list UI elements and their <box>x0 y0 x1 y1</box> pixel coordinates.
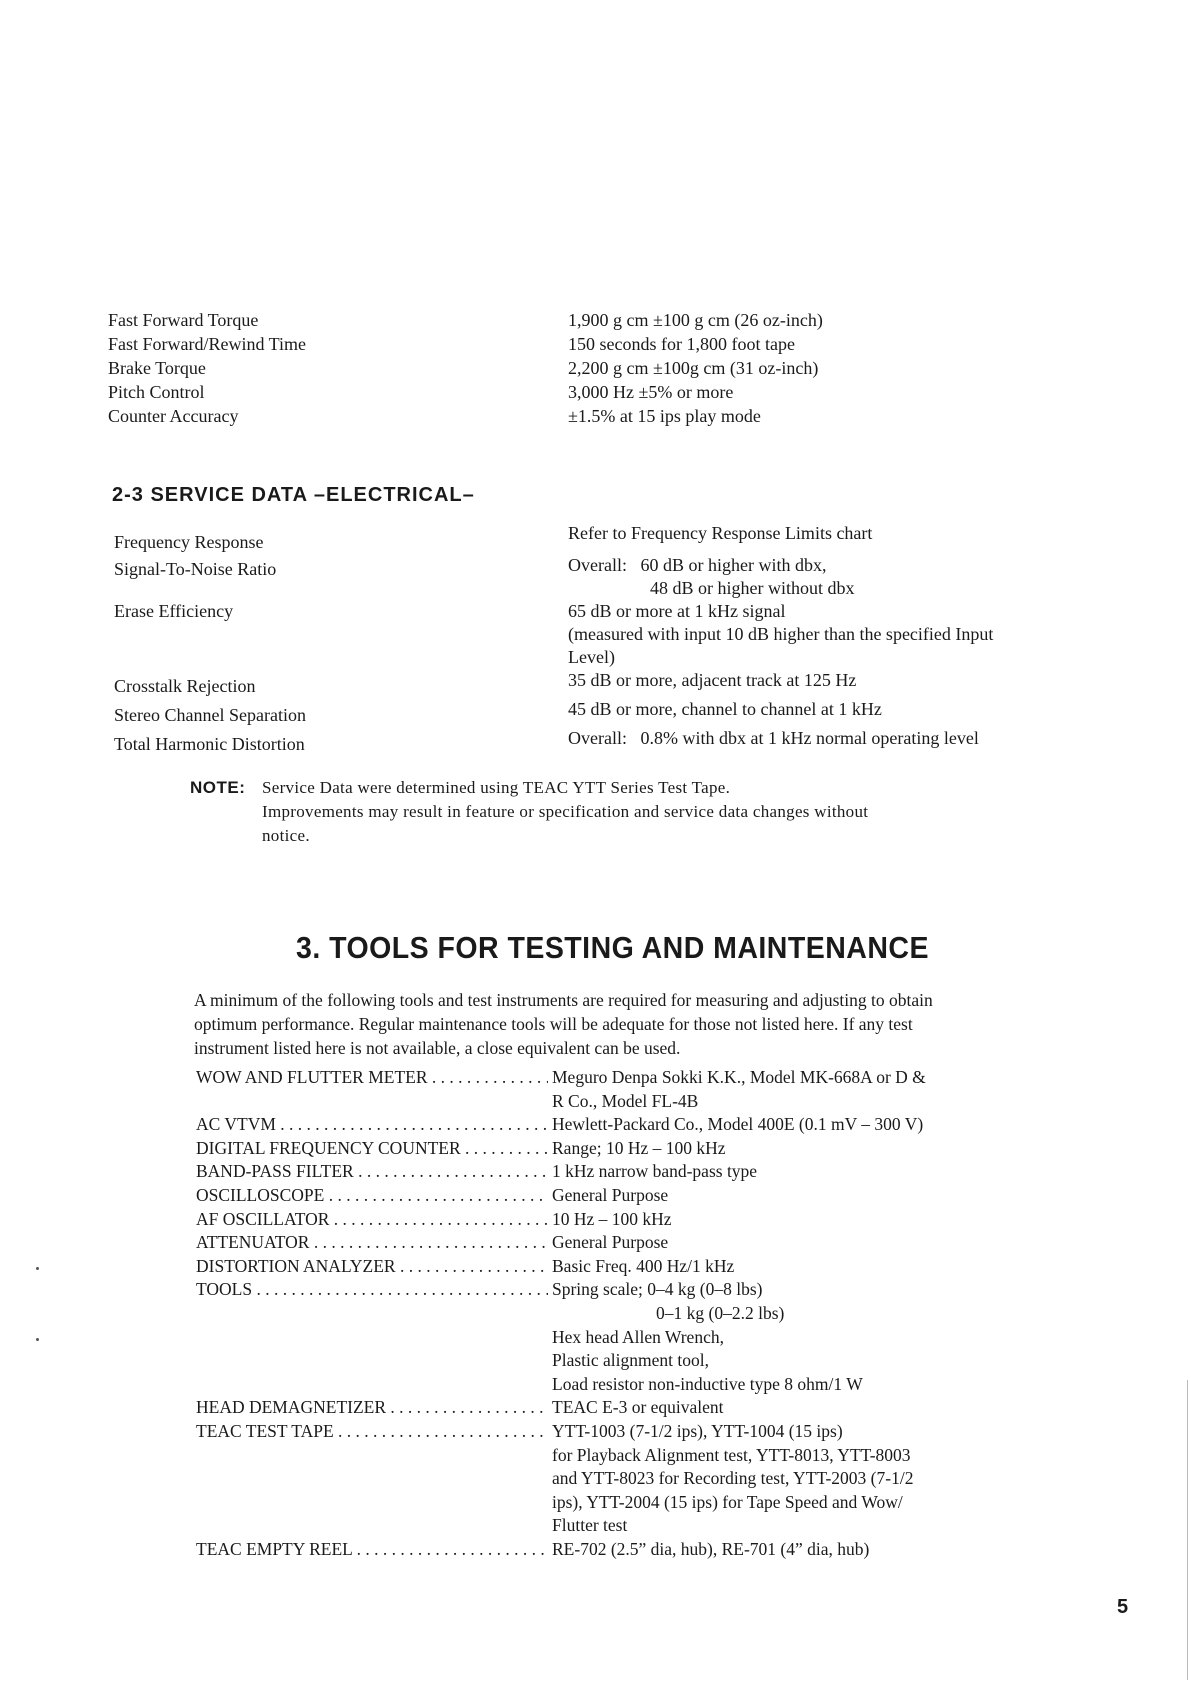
spec-value: ±1.5% at 15 ips play mode <box>568 406 761 426</box>
tool-name: AF OSCILLATOR . . . <box>196 1208 548 1232</box>
mechanical-specs-table <box>108 308 1068 428</box>
spec-value: 150 seconds for 1,800 foot tape <box>568 334 795 354</box>
tool-description <box>548 1208 996 1232</box>
spec-value-line: 48 dB or higher without dbx <box>650 578 855 598</box>
electrical-specs-table <box>114 522 1074 756</box>
tool-description-line: Range; 10 Hz – 100 kHz <box>552 1137 726 1158</box>
spec-value: 3,000 Hz ±5% or more <box>568 382 734 402</box>
tool-description <box>548 1231 996 1255</box>
spec-label: Frequency Response <box>114 532 264 552</box>
spec-label: Total Harmonic Distortion <box>114 734 305 754</box>
tool-description <box>548 1160 996 1184</box>
tool-description <box>548 1184 996 1208</box>
tool-description-line: General Purpose <box>552 1232 669 1253</box>
spec-value-line: Overall: 60 dB or higher with dbx, <box>568 555 827 575</box>
note-line: notice. <box>262 826 310 845</box>
spec-label: Stereo Channel Separation <box>114 705 306 725</box>
tool-name: AC VTVM . . . <box>196 1113 548 1137</box>
spec-row <box>108 332 1068 356</box>
tool-description-line: Spring scale; 0–4 kg (0–8 lbs) <box>552 1279 763 1300</box>
spec-value-line: (measured with input 10 dB higher than the specified Input <box>568 624 994 644</box>
note-line: Service Data were determined using TEAC YTT Series Test Tape. <box>262 778 731 797</box>
spec-value <box>568 554 1074 600</box>
tool-description-line: Plastic alignment tool, <box>552 1350 709 1371</box>
tool-description-line: Hex head Allen Wrench, <box>552 1326 724 1347</box>
scan-speck <box>36 1267 39 1270</box>
tool-name: TEAC TEST TAPE . . . <box>196 1420 548 1538</box>
tool-description-line: 10 Hz – 100 kHz <box>552 1208 672 1229</box>
tool-description <box>548 1066 996 1113</box>
tool-row <box>196 1255 996 1279</box>
spec-row <box>108 356 1068 380</box>
tool-description-line: TEAC E-3 or equivalent <box>552 1397 724 1418</box>
section-2-3-heading: 2-3 SERVICE DATA –ELECTRICAL– <box>112 484 475 506</box>
spec-value: 35 dB or more, adjacent track at 125 Hz <box>568 670 857 690</box>
tool-row <box>196 1278 996 1396</box>
tool-description-line: Flutter test <box>552 1515 628 1536</box>
tool-description-line: Load resistor non-inductive type 8 ohm/1 W <box>552 1373 863 1394</box>
spec-label: Pitch Control <box>108 382 205 402</box>
tool-row <box>196 1420 996 1538</box>
spec-label: Crosstalk Rejection <box>114 676 256 696</box>
tool-description-line: for Playback Alignment test, YTT-8013, YTT-8003 <box>552 1444 911 1465</box>
spec-row <box>108 308 1068 332</box>
spec-row <box>114 600 1074 669</box>
note-line: Improvements may result in feature or specification and service data changes without <box>262 802 869 821</box>
tool-name: TEAC EMPTY REEL . . . <box>196 1538 548 1562</box>
tool-name: TOOLS . . . <box>196 1278 548 1396</box>
tool-name: DIGITAL FREQUENCY COUNTER . . . <box>196 1137 548 1161</box>
note-text <box>262 776 990 848</box>
tool-row <box>196 1113 996 1137</box>
spec-row <box>114 669 1074 698</box>
scan-edge-line <box>1187 1380 1188 1680</box>
spec-value-line: Level) <box>568 647 615 667</box>
spec-label: Fast Forward Torque <box>108 310 259 330</box>
spec-value-line: 65 dB or more at 1 kHz signal <box>568 601 786 621</box>
tool-row <box>196 1538 996 1562</box>
tool-description-line: Basic Freq. 400 Hz/1 kHz <box>552 1255 735 1276</box>
spec-row <box>108 404 1068 428</box>
tool-description-line: YTT-1003 (7-1/2 ips), YTT-1004 (15 ips) <box>552 1420 843 1441</box>
tool-row <box>196 1066 996 1113</box>
spec-label: Counter Accuracy <box>108 406 239 426</box>
spec-row <box>114 698 1074 727</box>
page-number: 5 <box>1117 1596 1129 1618</box>
tool-description-line: Hewlett-Packard Co., Model 400E (0.1 mV – 300 V) <box>552 1114 924 1135</box>
tool-description <box>548 1137 996 1161</box>
scan-speck <box>36 1338 39 1341</box>
tool-name: DISTORTION ANALYZER . . . <box>196 1255 548 1279</box>
spec-value: 2,200 g cm ±100g cm (31 oz-inch) <box>568 358 819 378</box>
spec-row <box>114 727 1074 756</box>
spec-value <box>568 600 1074 669</box>
tool-description-line: ips), YTT-2004 (15 ips) for Tape Speed and Wow/ <box>552 1491 903 1512</box>
tool-name: BAND-PASS FILTER . . . <box>196 1160 548 1184</box>
spec-row <box>114 522 1074 554</box>
spec-value: 1,900 g cm ±100 g cm (26 oz-inch) <box>568 310 823 330</box>
tool-description-line: General Purpose <box>552 1184 669 1205</box>
spec-value: Refer to Frequency Response Limits chart <box>568 523 873 543</box>
tool-description <box>548 1278 996 1396</box>
tool-row <box>196 1160 996 1184</box>
note-block <box>190 776 990 848</box>
tool-row <box>196 1208 996 1232</box>
spec-label: Signal-To-Noise Ratio <box>114 559 277 579</box>
spec-row <box>108 380 1068 404</box>
spec-value: Overall: 0.8% with dbx at 1 kHz normal operating level <box>568 728 979 748</box>
tool-description-line: Meguro Denpa Sokki K.K., Model MK-668A or D & <box>552 1067 926 1087</box>
tool-description-line: RE-702 (2.5” dia, hub), RE-701 (4” dia, hub) <box>552 1538 870 1559</box>
tool-row <box>196 1137 996 1161</box>
tool-description-line: R Co., Model FL-4B <box>552 1090 699 1111</box>
tool-name: OSCILLOSCOPE . . . <box>196 1184 548 1208</box>
tool-description-line: and YTT-8023 for Recording test, YTT-2003 (7-1/2 <box>552 1468 914 1489</box>
spec-label: Erase Efficiency <box>114 601 234 621</box>
spec-row <box>114 554 1074 600</box>
tool-name: WOW AND FLUTTER METER . . . <box>196 1066 548 1113</box>
section-3-intro: A minimum of the following tools and test instruments are required for measuring and adjusting to obtain optimum performance. Regular maintenance tools will be adequate for those not listed here. If any test instrument listed here is not available, a close equivalent can be used. <box>194 990 933 1058</box>
tool-description <box>548 1255 996 1279</box>
tool-row <box>196 1396 996 1420</box>
tool-description-line: 0–1 kg (0–2.2 lbs) <box>656 1302 785 1323</box>
tool-row <box>196 1231 996 1255</box>
spec-value: 45 dB or more, channel to channel at 1 kHz <box>568 699 882 719</box>
tool-description <box>548 1420 996 1538</box>
section-3-heading: 3. TOOLS FOR TESTING AND MAINTENANCE <box>296 930 929 965</box>
tool-description <box>548 1113 996 1137</box>
tool-description <box>548 1538 996 1562</box>
tool-name: ATTENUATOR . . . <box>196 1231 548 1255</box>
tool-name: HEAD DEMAGNETIZER . . . <box>196 1396 548 1420</box>
tool-description-line: 1 kHz narrow band-pass type <box>552 1161 758 1182</box>
tool-row <box>196 1184 996 1208</box>
spec-label: Fast Forward/Rewind Time <box>108 334 307 354</box>
tool-description <box>548 1396 996 1420</box>
tools-list <box>196 1066 996 1561</box>
spec-label: Brake Torque <box>108 358 206 378</box>
note-label: NOTE: <box>190 778 246 797</box>
